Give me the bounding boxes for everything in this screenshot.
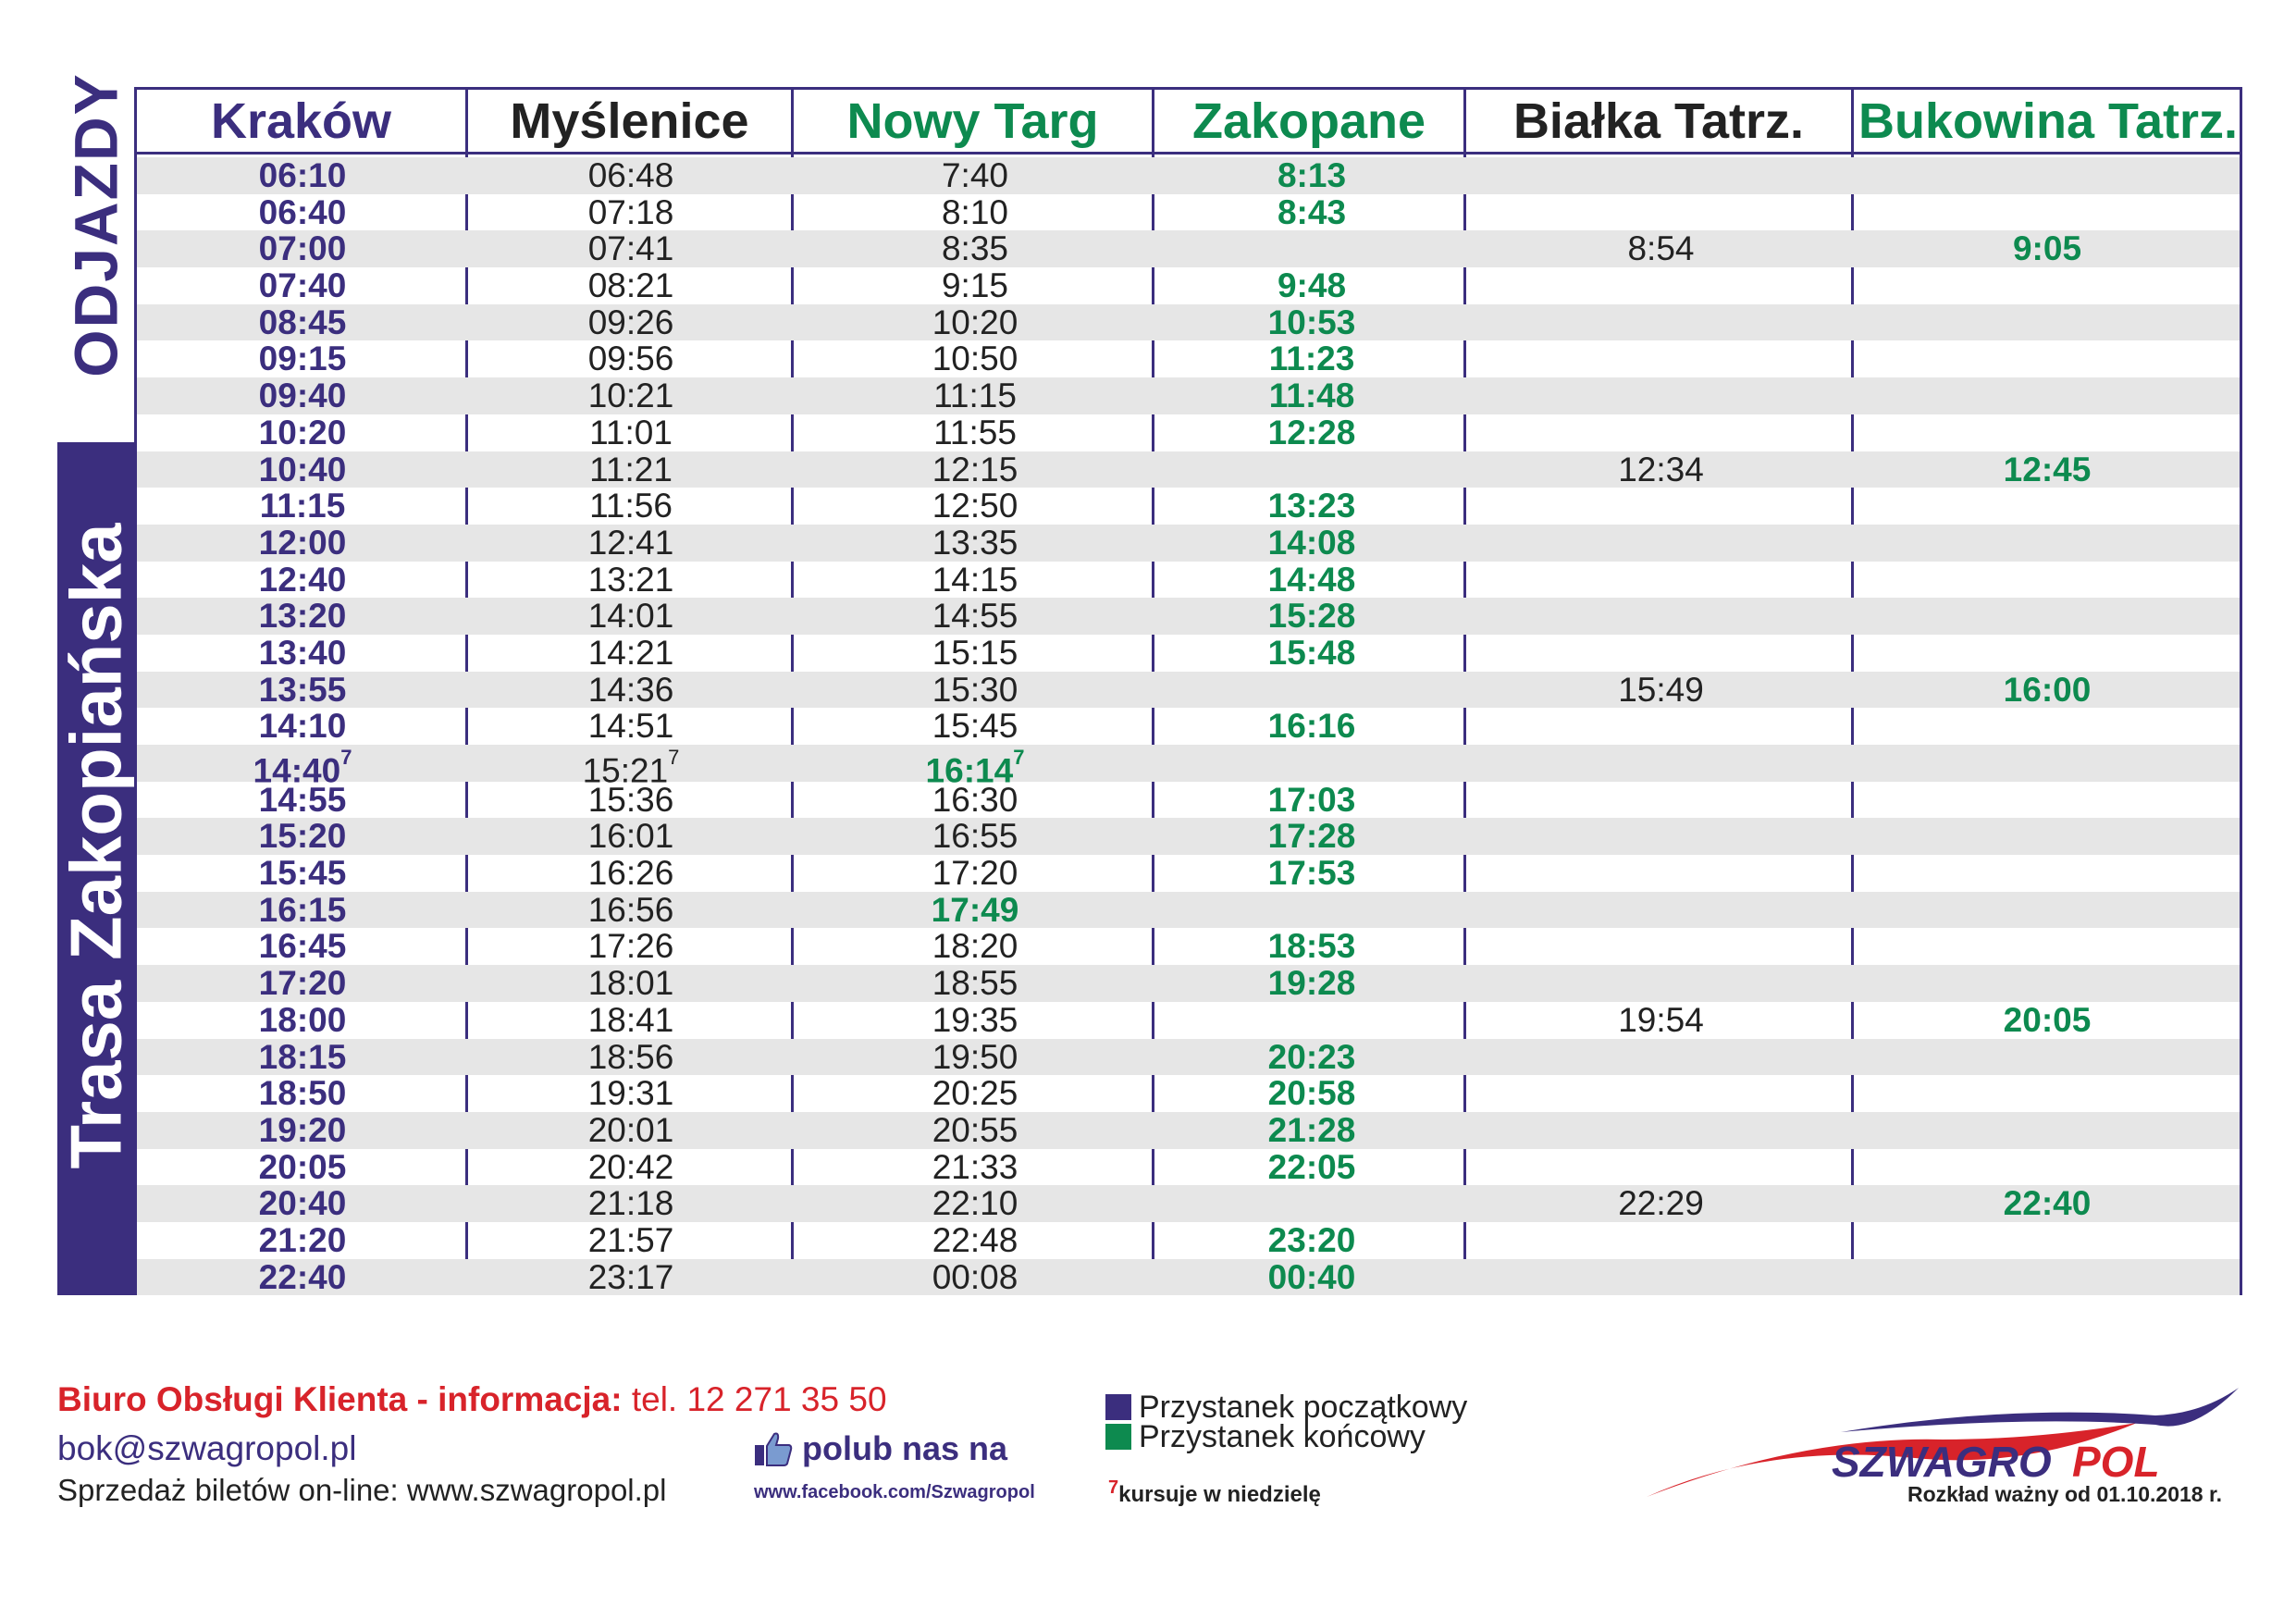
cell-k: 20:40	[258, 1184, 347, 1223]
cell-b	[1467, 340, 1855, 377]
cell-b	[1467, 1222, 1855, 1259]
cell-z	[1156, 1185, 1467, 1222]
cell-z: 00:40	[1267, 1257, 1356, 1296]
route-side-banner	[57, 442, 135, 1295]
cell-n: 15:30	[932, 670, 1018, 709]
cell-z: 8:43	[1277, 192, 1347, 231]
cell-z: 20:58	[1267, 1074, 1356, 1113]
cell-z: 14:48	[1267, 560, 1356, 599]
cell-b	[1467, 562, 1855, 599]
table-row	[137, 745, 2240, 790]
cell-m: 21:57	[587, 1220, 674, 1259]
table-row	[137, 267, 2240, 304]
table-row	[137, 635, 2240, 672]
cell-z: 9:48	[1277, 266, 1347, 305]
cell-n: 21:33	[932, 1147, 1018, 1186]
facebook-like[interactable]	[754, 1429, 1007, 1468]
cell-b	[1467, 157, 1855, 194]
cell-b	[1467, 708, 1855, 745]
table-row	[137, 928, 2240, 965]
table-row	[137, 562, 2240, 599]
cell-n: 18:55	[932, 964, 1018, 1003]
cell-w	[1855, 818, 2240, 855]
cell-n: 11:55	[933, 413, 1017, 451]
header-krakow: Kraków	[210, 93, 392, 149]
cell-b	[1467, 782, 1855, 819]
cell-n: 9:15	[941, 266, 1008, 305]
cell-z: 15:28	[1267, 597, 1356, 636]
cell-m: 13:21	[587, 560, 674, 599]
cell-b	[1467, 598, 1855, 635]
cell-m: 12:41	[587, 523, 674, 562]
departures-side-label	[57, 71, 135, 377]
green-square-icon	[1105, 1424, 1131, 1450]
customer-service-email[interactable]: bok@szwagropol.pl	[57, 1429, 357, 1467]
cell-b	[1467, 1259, 1855, 1296]
cell-w: 20:05	[2003, 1000, 2092, 1039]
online-sale-info: Sprzedaż biletów on-line: www.szwagropol.pl	[57, 1473, 667, 1507]
cell-m: 14:21	[587, 633, 674, 672]
cell-m: 07:18	[587, 192, 674, 231]
cell-w	[1855, 414, 2240, 451]
cell-b	[1467, 965, 1855, 1002]
facebook-like-label: polub nas na	[802, 1429, 1008, 1467]
cell-n: 22:48	[932, 1220, 1018, 1259]
cell-b	[1467, 267, 1855, 304]
cell-z: 11:48	[1268, 377, 1355, 415]
cell-w	[1855, 708, 2240, 745]
table-row	[137, 1185, 2240, 1222]
note-mark: 7	[668, 746, 680, 769]
header-bialka: Białka Tatrz.	[1512, 93, 1805, 149]
cell-m: 18:01	[587, 964, 674, 1003]
cell-w	[1855, 1075, 2240, 1112]
cell-m: 09:56	[587, 340, 674, 378]
purple-square-icon	[1105, 1394, 1131, 1420]
cell-n: 11:15	[933, 377, 1017, 415]
cell-k: 10:20	[258, 413, 347, 451]
cell-z: 15:48	[1267, 633, 1356, 672]
cell-m: 20:42	[587, 1147, 674, 1186]
table-row	[137, 525, 2240, 562]
table-row	[137, 1259, 2240, 1296]
cell-m: 11:21	[589, 450, 673, 488]
cell-k: 18:50	[258, 1074, 347, 1113]
cell-w	[1855, 965, 2240, 1002]
cell-w	[1855, 1112, 2240, 1149]
cell-n: 17:49	[931, 890, 1019, 929]
cell-n: 7:40	[941, 156, 1008, 194]
cell-w: 16:00	[2003, 670, 2092, 709]
cell-w	[1855, 892, 2240, 929]
cell-z	[1156, 672, 1467, 709]
cell-b	[1467, 1075, 1855, 1112]
cell-n: 16:14$^7$	[925, 746, 1025, 790]
cell-b: 8:54	[1627, 229, 1695, 268]
cell-m: 07:41	[587, 229, 674, 268]
legend	[1105, 1389, 1468, 1454]
cell-w	[1855, 745, 2240, 782]
cell-z: 18:53	[1267, 927, 1356, 966]
cell-n: 19:35	[932, 1000, 1018, 1039]
cell-m: 15:36	[587, 780, 674, 819]
cell-w	[1855, 562, 2240, 599]
legend-item-end	[1105, 1418, 1467, 1454]
cell-z	[1156, 230, 1467, 267]
cell-n: 00:08	[932, 1257, 1018, 1296]
cell-m: 14:36	[587, 670, 674, 709]
logo-text-b: POL	[2072, 1438, 2160, 1486]
cell-w	[1855, 377, 2240, 414]
cell-k: 14:10	[258, 707, 347, 746]
cell-k: 13:40	[258, 633, 347, 672]
cell-z: 11:23	[1268, 340, 1355, 378]
cell-m: 17:26	[587, 927, 674, 966]
cell-w	[1855, 267, 2240, 304]
cell-m: 15:21$^7$	[582, 746, 680, 790]
table-row	[137, 157, 2240, 194]
cell-b	[1467, 928, 1855, 965]
cell-b	[1467, 414, 1855, 451]
customer-service-title: Biuro Obsługi Klienta - informacja:	[57, 1380, 623, 1418]
cell-k: 21:20	[258, 1220, 347, 1259]
departures-label: ODJAZDY	[62, 71, 130, 377]
table-row	[137, 304, 2240, 341]
cell-b	[1467, 635, 1855, 672]
cell-m: 16:26	[587, 854, 674, 893]
cell-k: 17:20	[258, 964, 347, 1003]
cell-b	[1467, 745, 1855, 782]
cell-k: 15:20	[258, 817, 347, 856]
cell-k: 22:40	[258, 1257, 347, 1296]
table-row	[137, 708, 2240, 745]
cell-k: 15:45	[258, 854, 347, 893]
cell-k: 11:15	[259, 487, 346, 525]
table-row	[137, 451, 2240, 488]
cell-b	[1467, 194, 1855, 231]
route-label: Trasa Zakopiańska	[55, 523, 137, 1169]
table-row	[137, 855, 2240, 892]
cell-w	[1855, 304, 2240, 341]
cell-w: 12:45	[2003, 450, 2092, 488]
cell-n: 12:15	[932, 450, 1018, 488]
cell-b	[1467, 1112, 1855, 1149]
cell-z: 16:16	[1267, 707, 1356, 746]
cell-n: 10:20	[932, 303, 1018, 341]
cell-k: 07:00	[258, 229, 347, 268]
cell-w	[1855, 598, 2240, 635]
cell-b	[1467, 1039, 1855, 1076]
cell-n: 16:55	[932, 817, 1018, 856]
cell-w	[1855, 855, 2240, 892]
cell-z: 21:28	[1267, 1110, 1356, 1149]
cell-w	[1855, 635, 2240, 672]
cell-k: 14:40$^7$	[253, 746, 352, 790]
cell-m: 23:17	[587, 1257, 674, 1296]
cell-n: 12:50	[932, 487, 1018, 525]
cell-n: 20:25	[932, 1074, 1018, 1113]
cell-z	[1156, 892, 1467, 929]
table-row	[137, 488, 2240, 525]
cell-k: 12:00	[258, 523, 347, 562]
cell-z	[1156, 451, 1467, 488]
cell-k: 16:15	[258, 890, 347, 929]
cell-n: 22:10	[932, 1184, 1018, 1223]
cell-n: 14:55	[932, 597, 1018, 636]
cell-m: 16:56	[587, 890, 674, 929]
cell-k: 18:15	[258, 1037, 347, 1076]
cell-w: 9:05	[2012, 229, 2082, 268]
legend-end-label: Przystanek końcowy	[1139, 1418, 1426, 1454]
timetable-rows	[137, 157, 2240, 1295]
legend-start-label: Przystanek początkowy	[1139, 1389, 1468, 1425]
cell-b	[1467, 855, 1855, 892]
cell-k: 10:40	[258, 450, 347, 488]
cell-z: 17:53	[1267, 854, 1356, 893]
cell-n: 8:10	[941, 192, 1008, 231]
cell-k: 12:40	[258, 560, 347, 599]
cell-k: 18:00	[258, 1000, 347, 1039]
cell-m: 09:26	[587, 303, 674, 341]
table-row	[137, 1149, 2240, 1186]
cell-z: 8:13	[1277, 156, 1347, 194]
cell-w	[1855, 157, 2240, 194]
cell-n: 15:15	[932, 633, 1018, 672]
table-row	[137, 1222, 2240, 1259]
cell-w	[1855, 928, 2240, 965]
cell-m: 10:21	[587, 377, 674, 415]
cell-z: 19:28	[1267, 964, 1356, 1003]
thumbs-up-icon	[754, 1430, 793, 1467]
cell-w	[1855, 1039, 2240, 1076]
cell-b	[1467, 488, 1855, 525]
cell-n: 16:30	[932, 780, 1018, 819]
cell-k: 13:55	[258, 670, 347, 709]
customer-service-phone: tel. 12 271 35 50	[631, 1380, 887, 1418]
header-myslenice: Myślenice	[510, 93, 749, 149]
cell-n: 19:50	[932, 1037, 1018, 1076]
cell-k: 16:45	[258, 927, 347, 966]
header-divider	[134, 152, 2242, 154]
cell-n: 18:20	[932, 927, 1018, 966]
table-row	[137, 1075, 2240, 1112]
cell-z	[1156, 745, 1467, 782]
cell-b	[1467, 304, 1855, 341]
cell-m: 20:01	[587, 1110, 674, 1149]
cell-z: 13:23	[1267, 487, 1356, 525]
cell-b: 22:29	[1618, 1184, 1704, 1223]
cell-m: 21:18	[587, 1184, 674, 1223]
sunday-note	[1108, 1477, 1321, 1508]
cell-k: 13:20	[258, 597, 347, 636]
cell-m: 11:56	[589, 487, 673, 525]
cell-m: 11:01	[589, 413, 673, 451]
legend-item-start	[1105, 1389, 1468, 1425]
cell-b: 15:49	[1618, 670, 1704, 709]
cell-k: 07:40	[258, 266, 347, 305]
table-row	[137, 1002, 2240, 1039]
table-row	[137, 194, 2240, 231]
note-mark: 7	[1013, 746, 1025, 769]
cell-m: 06:48	[587, 156, 674, 194]
cell-n: 13:35	[932, 523, 1018, 562]
cell-b: 19:54	[1618, 1000, 1704, 1039]
header-nowy-targ: Nowy Targ	[846, 93, 1099, 149]
sunday-note-mark: 7	[1108, 1477, 1119, 1498]
cell-m: 16:01	[587, 817, 674, 856]
cell-k: 09:40	[258, 377, 347, 415]
cell-n: 20:55	[932, 1110, 1018, 1149]
table-row	[137, 598, 2240, 635]
cell-w	[1855, 1149, 2240, 1186]
cell-m: 14:01	[587, 597, 674, 636]
cell-w: 22:40	[2003, 1184, 2092, 1223]
cell-w	[1855, 1222, 2240, 1259]
cell-w	[1855, 194, 2240, 231]
cell-z: 17:28	[1267, 817, 1356, 856]
table-row	[137, 340, 2240, 377]
cell-k: 08:45	[258, 303, 347, 341]
header-zakopane: Zakopane	[1191, 93, 1426, 149]
cell-m: 18:56	[587, 1037, 674, 1076]
cell-k: 06:10	[258, 156, 347, 194]
validity-date: Rozkład ważny od 01.10.2018 r.	[1907, 1482, 2223, 1506]
cell-n: 8:35	[941, 229, 1008, 268]
cell-b	[1467, 377, 1855, 414]
cell-z: 22:05	[1267, 1147, 1356, 1186]
cell-z: 12:28	[1267, 413, 1356, 451]
cell-n: 17:20	[932, 854, 1018, 893]
table-row	[137, 1112, 2240, 1149]
cell-w	[1855, 1259, 2240, 1296]
cell-m: 19:31	[587, 1074, 674, 1113]
table-row	[137, 1039, 2240, 1076]
cell-z	[1156, 1002, 1467, 1039]
table-row	[137, 377, 2240, 414]
table-row	[137, 965, 2240, 1002]
table-row	[137, 414, 2240, 451]
cell-n: 10:50	[932, 340, 1018, 378]
cell-n: 15:45	[932, 707, 1018, 746]
table-row	[137, 818, 2240, 855]
table-row	[137, 230, 2240, 267]
cell-n: 14:15	[932, 560, 1018, 599]
cell-m: 18:41	[587, 1000, 674, 1039]
logo-text-a: SZWAGRO	[1832, 1438, 2052, 1486]
cell-w	[1855, 782, 2240, 819]
table-row	[137, 892, 2240, 929]
customer-service-line	[57, 1380, 887, 1419]
cell-m: 14:51	[587, 707, 674, 746]
header-bukowina: Bukowina Tatrz.	[1858, 93, 2239, 149]
cell-w	[1855, 488, 2240, 525]
cell-z: 23:20	[1267, 1220, 1356, 1259]
cell-b	[1467, 892, 1855, 929]
cell-z: 10:53	[1267, 303, 1356, 341]
cell-m: 08:21	[587, 266, 674, 305]
cell-b: 12:34	[1618, 450, 1704, 488]
sunday-note-text: kursuje w niedzielę	[1118, 1482, 1321, 1507]
table-row	[137, 672, 2240, 709]
cell-w	[1855, 525, 2240, 562]
table-row	[137, 782, 2240, 819]
cell-k: 06:40	[258, 192, 347, 231]
cell-w	[1855, 340, 2240, 377]
cell-b	[1467, 818, 1855, 855]
note-mark: 7	[340, 746, 352, 769]
cell-z: 17:03	[1267, 780, 1356, 819]
cell-k: 14:55	[258, 780, 347, 819]
cell-b	[1467, 1149, 1855, 1186]
cell-k: 19:20	[258, 1110, 347, 1149]
cell-k: 09:15	[258, 340, 347, 378]
cell-z: 14:08	[1267, 523, 1356, 562]
cell-b	[1467, 525, 1855, 562]
cell-z: 20:23	[1267, 1037, 1356, 1076]
facebook-url[interactable]: www.facebook.com/Szwagropol	[754, 1482, 1035, 1502]
cell-k: 20:05	[258, 1147, 347, 1186]
